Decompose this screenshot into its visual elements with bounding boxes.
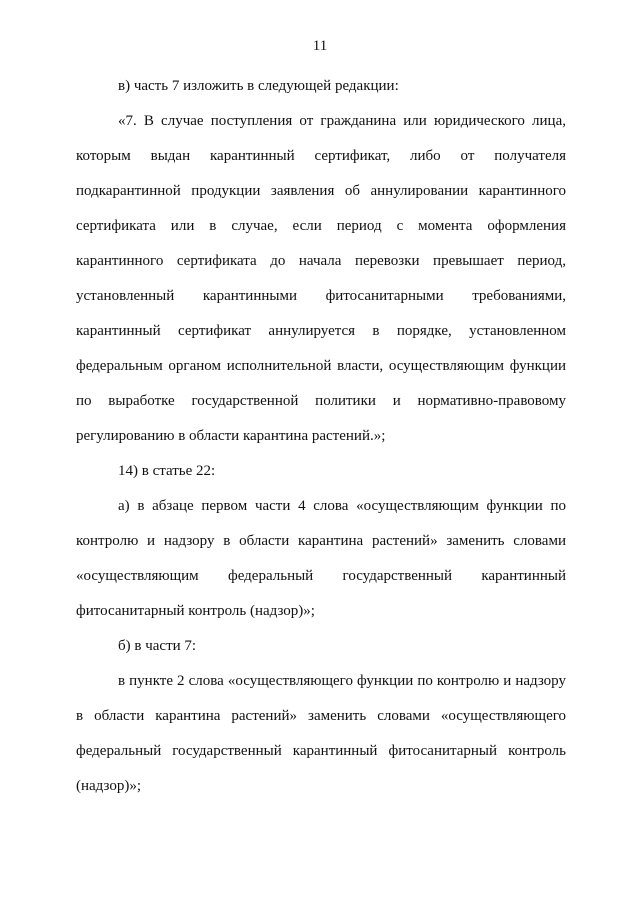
- paragraph-line: контролю и надзору в области карантина растений» заменить словами: [76, 533, 566, 549]
- paragraph-line: карантинный сертификат аннулируется в порядке, установленном: [76, 323, 566, 339]
- paragraph-line: в) часть 7 изложить в следующей редакции:: [118, 78, 399, 94]
- paragraph-line: б) в части 7:: [118, 638, 197, 654]
- paragraph-line: карантинного сертификата до начала перевозки превышает период,: [76, 253, 566, 269]
- paragraph-line: а) в абзаце первом части 4 слова «осуществляющим функции по: [118, 498, 566, 514]
- paragraph-line: подкарантинной продукции заявления об аннулировании карантинного: [76, 183, 566, 199]
- paragraph-line: регулированию в области карантина растений.»;: [76, 428, 386, 444]
- paragraph-line: фитосанитарный контроль (надзор)»;: [76, 603, 315, 619]
- page-number: 11: [312, 38, 328, 54]
- paragraph-line: которым выдан карантинный сертификат, либо от получателя: [76, 148, 566, 164]
- paragraph-line: федеральным органом исполнительной власти, осуществляющим функции: [76, 358, 566, 374]
- paragraph-line: сертификата или в случае, если период с момента оформления: [76, 218, 566, 234]
- paragraph-line: федеральный государственный карантинный фитосанитарный контроль: [76, 743, 566, 759]
- paragraph-line: по выработке государственной политики и нормативно-правовому: [76, 393, 566, 409]
- paragraph-line: установленный карантинными фитосанитарными требованиями,: [76, 288, 566, 304]
- paragraph-line: в области карантина растений» заменить словами «осуществляющего: [76, 708, 566, 724]
- paragraph-line: в пункте 2 слова «осуществляющего функции по контролю и надзору: [118, 673, 566, 689]
- paragraph-line: 14) в статье 22:: [118, 463, 216, 479]
- paragraph-line: (надзор)»;: [76, 778, 141, 794]
- paragraph-line: «7. В случае поступления от гражданина или юридического лица,: [118, 113, 566, 129]
- paragraph-line: «осуществляющим федеральный государственный карантинный: [76, 568, 566, 584]
